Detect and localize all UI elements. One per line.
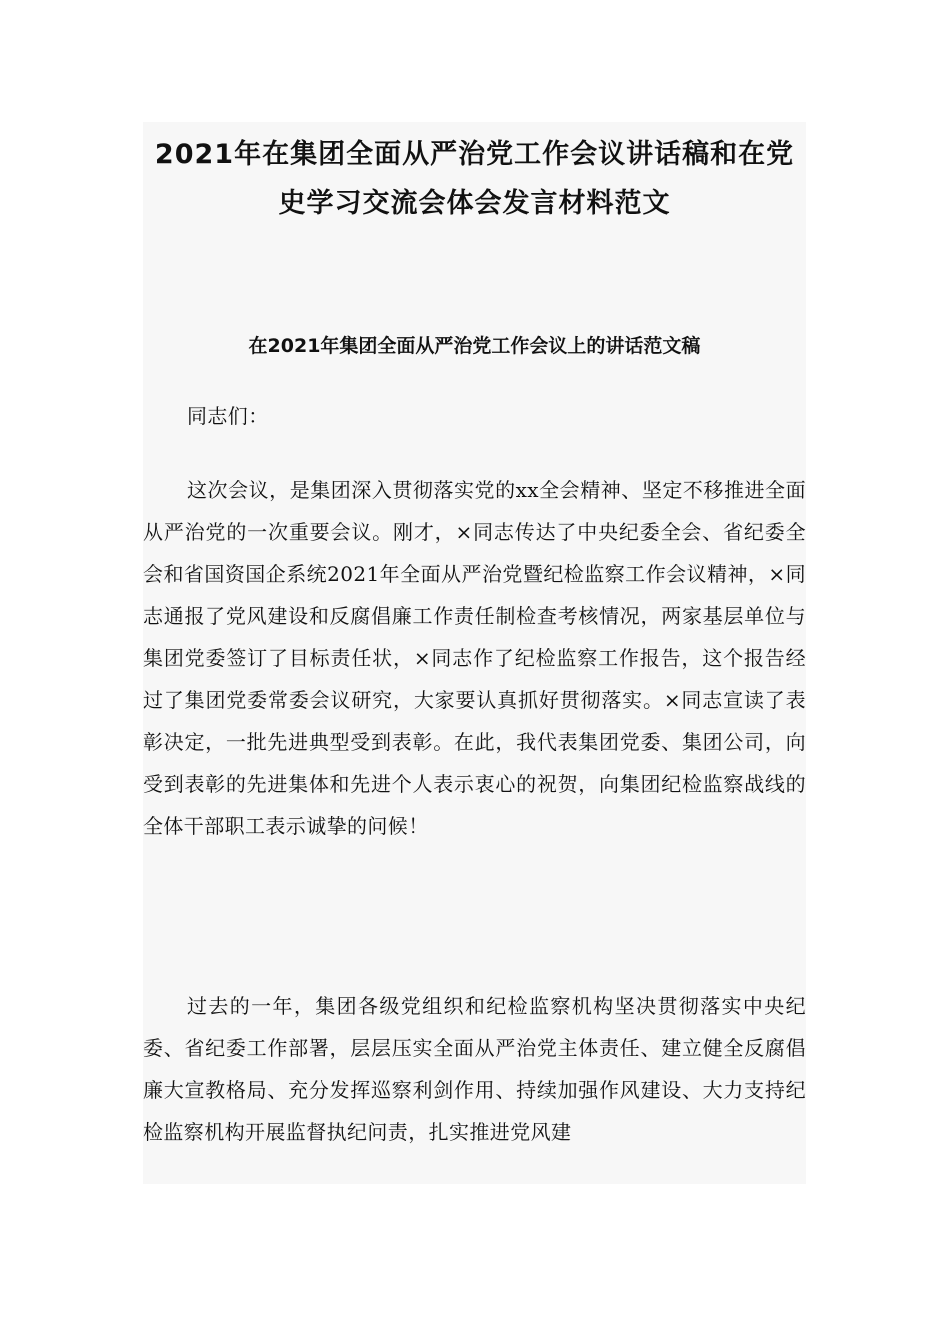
document-title: 2021年在集团全面从严治党工作会议讲话稿和在党史学习交流会体会发言材料范文 [154, 139, 795, 219]
body-paragraph: 这次会议，是集团深入贯彻落实党的xx全会精神、坚定不移推进全面从严治党的一次重要会议。刚才，×同志传达了中央纪委全会、省纪委全会和省国资国企系统2021年全面从严治党暨纪检监察工作会议精神，×同志通报了党风建设和反腐倡廉工作责任制检查考核情况，两家基层单位与集团党委签订了目标责任状，×同志作了纪检监察工作报告，这个报告经过了集团党委常委会议研究，大家要认真抓好贯彻落实。×同志宣读了表彰决定，一批先进典型受到表彰。在此，我代表集团党委、集团公司，向受到表彰的先进集体和先进个人表示衷心的祝贺，向集团纪检监察战线的全体干部职工表示诚挚的问候！ [143, 478, 806, 838]
body-paragraph: 过去的一年，集团各级党组织和纪检监察机构坚决贯彻落实中央纪委、省纪委工作部署，层层压实全面从严治党主体责任、建立健全反腐倡廉大宣教格局、充分发挥巡察利剑作用、持续加强作风建设、大力支持纪检监察机构开展监督执纪问责，扎实推进党风建 [143, 994, 806, 1144]
salutation: 同志们： [187, 404, 269, 428]
section-title: 在2021年集团全面从严治党工作会议上的讲话范文稿 [248, 335, 701, 357]
